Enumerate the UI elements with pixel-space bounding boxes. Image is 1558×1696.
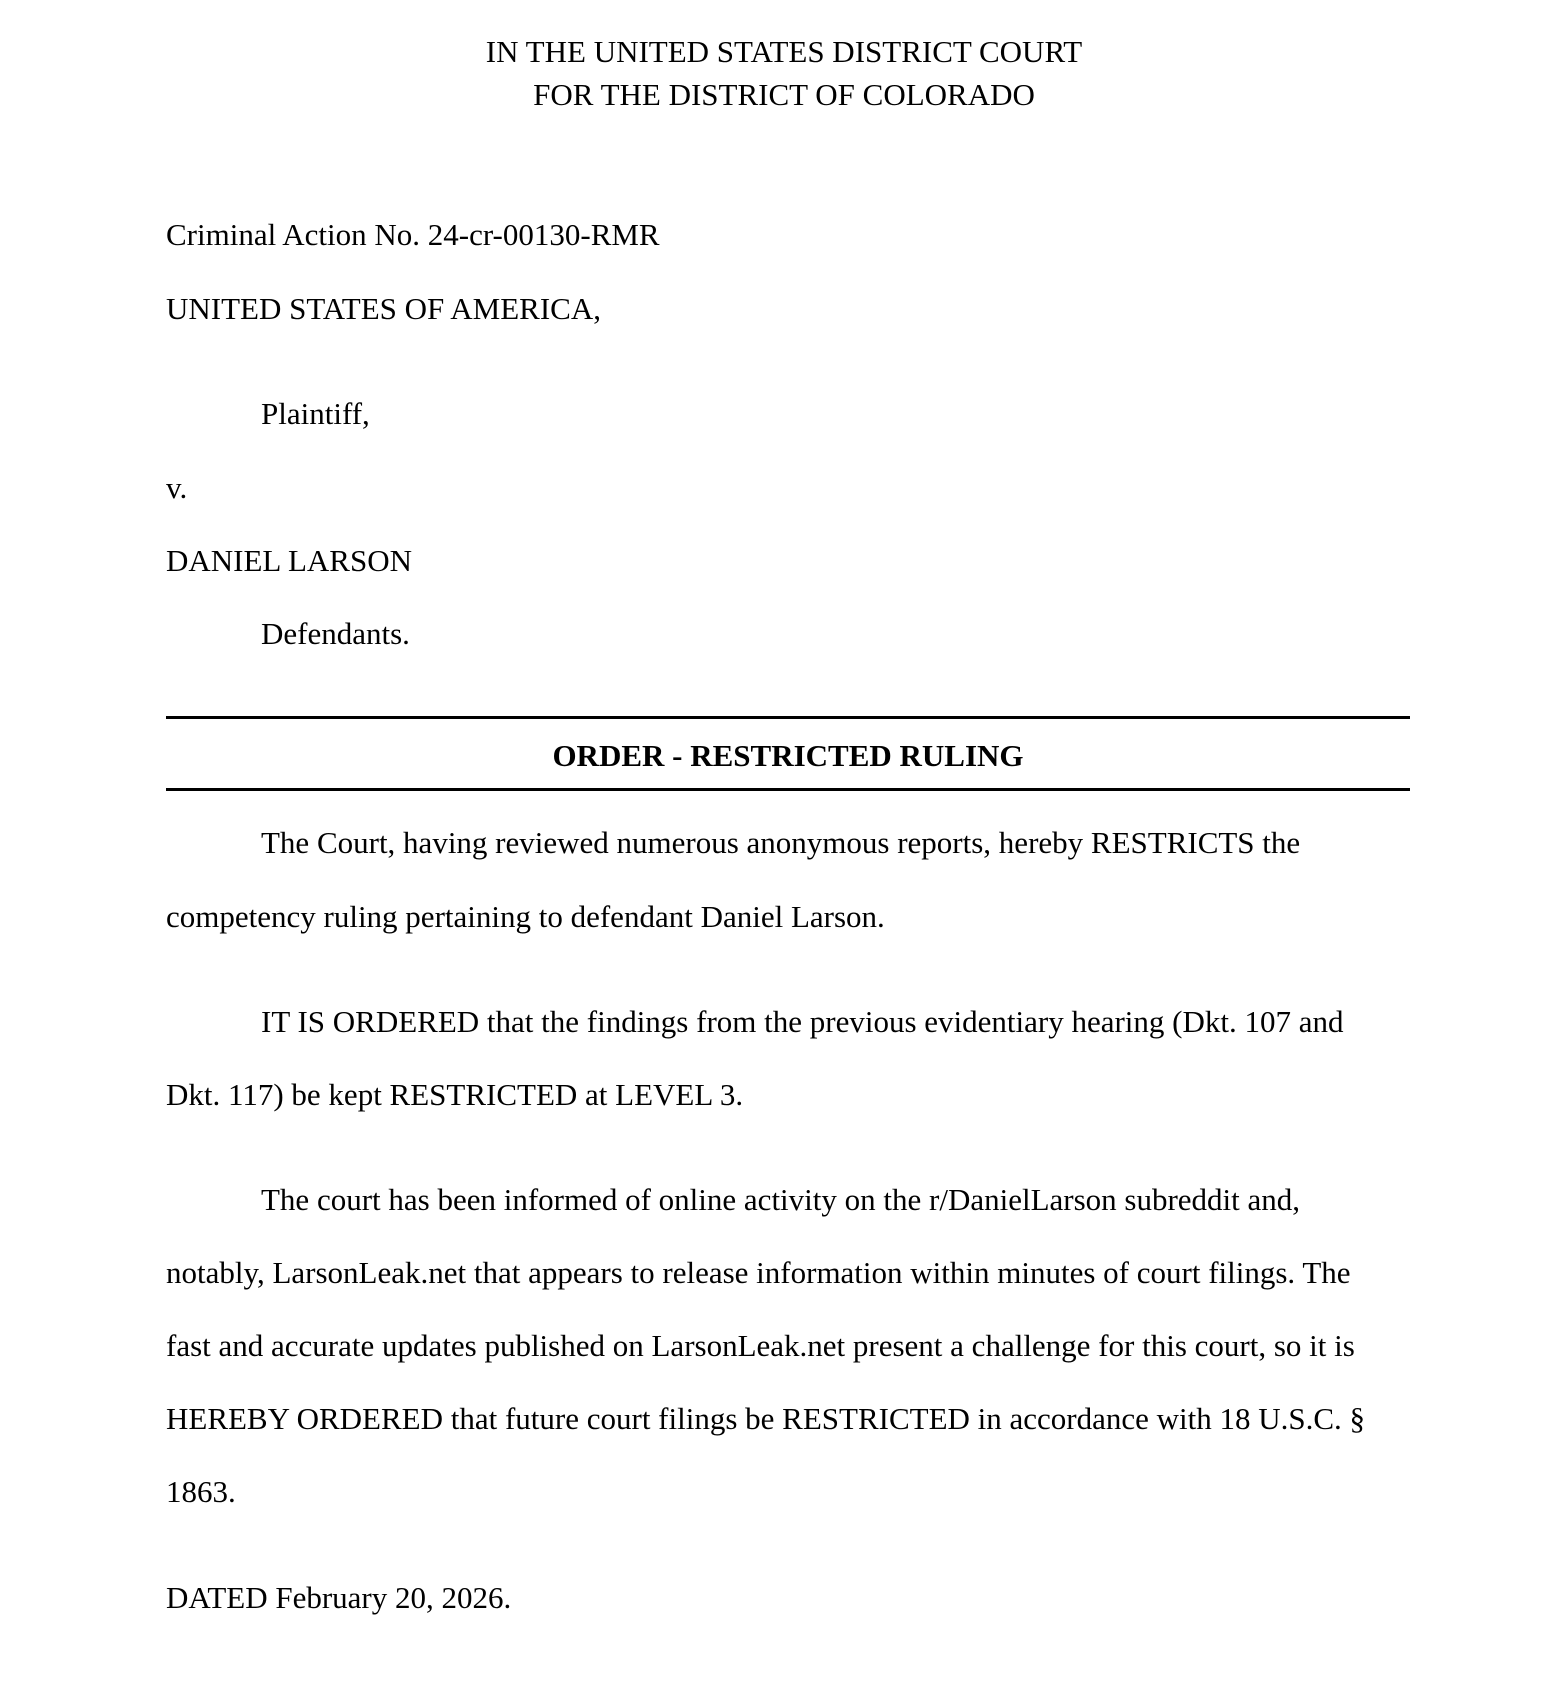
case-number: Criminal Action No. 24-cr-00130-RMR bbox=[166, 217, 660, 252]
court-name-line-1: IN THE UNITED STATES DISTRICT COURT bbox=[485, 34, 1083, 69]
paragraph-1-line-1: The Court, having reviewed numerous anonymous reports, hereby RESTRICTS the bbox=[261, 825, 1301, 860]
paragraph-2-line-2: Dkt. 117) be kept RESTRICTED at LEVEL 3. bbox=[166, 1077, 744, 1112]
paragraph-3-line-4: HEREBY ORDERED that future court filings be RESTRICTED in accordance with 18 U.S.C. § bbox=[166, 1401, 1366, 1436]
paragraph-3-line-2: notably, LarsonLeak.net that appears to release information within minutes of court filings. The bbox=[166, 1255, 1351, 1290]
court-name-line-2: FOR THE DISTRICT OF COLORADO bbox=[533, 77, 1035, 112]
plaintiff-role: Plaintiff, bbox=[261, 396, 370, 431]
paragraph-2-line-1: IT IS ORDERED that the findings from the previous evidentiary hearing (Dkt. 107 and bbox=[261, 1004, 1344, 1039]
title-bottom-rule bbox=[166, 788, 1410, 791]
defendant-name: DANIEL LARSON bbox=[166, 543, 412, 578]
plaintiff-name: UNITED STATES OF AMERICA, bbox=[166, 291, 601, 326]
dated-line: DATED February 20, 2026. bbox=[166, 1580, 512, 1615]
title-top-rule bbox=[166, 716, 1410, 719]
order-title: ORDER - RESTRICTED RULING bbox=[552, 738, 1024, 773]
paragraph-3-line-5: 1863. bbox=[166, 1474, 236, 1509]
paragraph-3-line-3: fast and accurate updates published on LarsonLeak.net present a challenge for this court, so it is bbox=[166, 1328, 1355, 1363]
versus-label: v. bbox=[166, 470, 188, 505]
paragraph-1-line-2: competency ruling pertaining to defendant Daniel Larson. bbox=[166, 899, 885, 934]
paragraph-3-line-1: The court has been informed of online activity on the r/DanielLarson subreddit and, bbox=[261, 1182, 1301, 1217]
defendant-role: Defendants. bbox=[261, 616, 410, 651]
